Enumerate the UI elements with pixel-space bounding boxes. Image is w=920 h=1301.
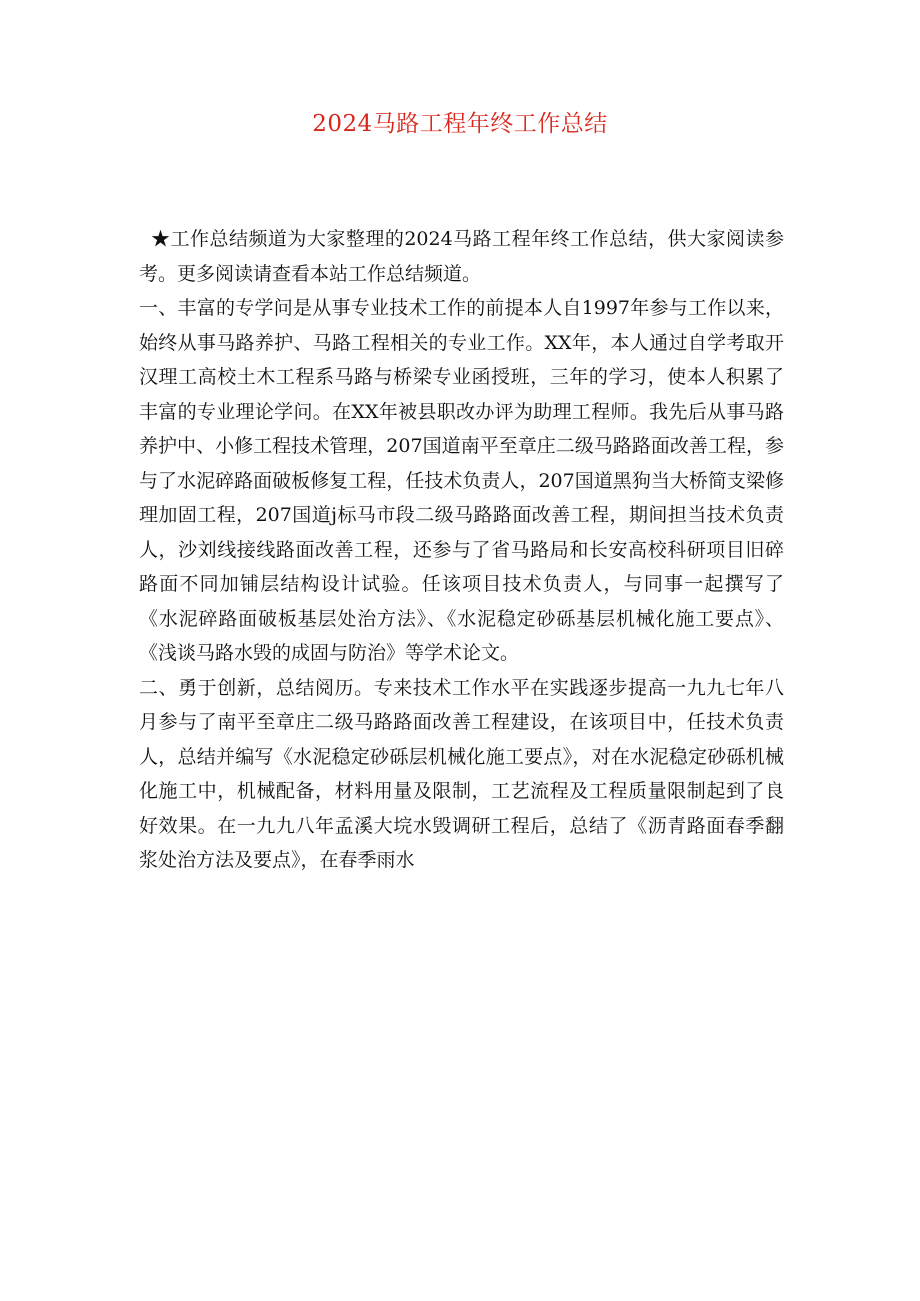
document-body (139, 222, 784, 878)
section-one-paragraph: 一、丰富的专学问是从事专业技术工作的前提本人自1997年参与工作以来，始终从事马路养护、马路工程相关的专业工作。XX年，本人通过自学考取开汉理工高校土木工程系马路与桥梁专业函授班，三年的学习，使本人积累了丰富的专业理论学问。在XX年被县职改办评为助理工程师。我先后从事马路养护中、小修工程技术管理，207国道南平至章庄二级马路路面改善工程，参与了水泥碎路面破板修复工程，任技术负责人，207国道黑狗当大桥简支梁修理加固工程，207国道j标马市段二级马路路面改善工程，期间担当技术负责人，沙刘线接线路面改善工程，还参与了省马路局和长安高校科研项目旧碎路面不同加铺层结构设计试验。任该项目技术负责人，与同事一起撰写了《水泥碎路面破板基层处治方法》、《水泥稳定砂砾基层机械化施工要点》、《浅谈马路水毁的成固与防治》等学术论文。 (139, 297, 784, 664)
document-title: 2024马路工程年终工作总结 (312, 111, 608, 137)
section-two-paragraph: 二、勇于创新，总结阅历。专来技术工作水平在实践逐步提高一九九七年八月参与了南平至章庄二级马路路面改善工程建设，在该项目中，任技术负责人，总结并编写《水泥稳定砂砾层机械化施工要点》，对在水泥稳定砂砾机械化施工中，机械配备，材料用量及限制，工艺流程及工程质量限制起到了良好效果。在一九九八年孟溪大垸水毁调研工程后，总结了《沥青路面春季翻浆处治方法及要点》，在春季雨水 (139, 676, 784, 871)
intro-paragraph: ★工作总结频道为大家整理的2024马路工程年终工作总结，供大家阅读参考。更多阅读请查看本站工作总结频道。 (139, 228, 784, 285)
